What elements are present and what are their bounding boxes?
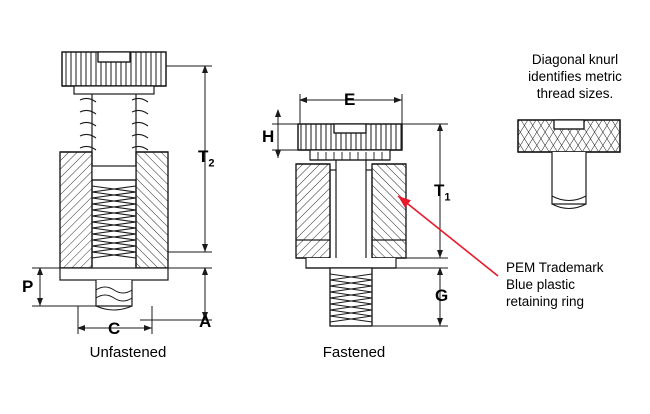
dim-label-E: E (344, 90, 356, 109)
dim-label-A: A (199, 312, 212, 331)
dim-label-C: C (108, 319, 121, 338)
diagonal-knurl-detail (518, 120, 620, 209)
caption-unfastened: Unfastened (89, 344, 167, 361)
dim-label-P: P (22, 277, 34, 296)
trademark-leader (398, 196, 498, 276)
dim-label-G: G (435, 286, 449, 305)
note-diagonal-knurl: Diagonal knurl identifies metric thread sizes. (528, 52, 622, 101)
unfastened-assembly (60, 52, 168, 310)
dim-label-H: H (262, 127, 275, 146)
dim-label-T2: $T_2$ (198, 147, 215, 170)
caption-fastened: Fastened (322, 344, 386, 361)
note-pem-trademark: PEM Trademark Blue plastic retaining ring (506, 260, 604, 309)
fastened-assembly (296, 124, 406, 326)
dim-label-T1: $T_1$ (434, 181, 451, 204)
